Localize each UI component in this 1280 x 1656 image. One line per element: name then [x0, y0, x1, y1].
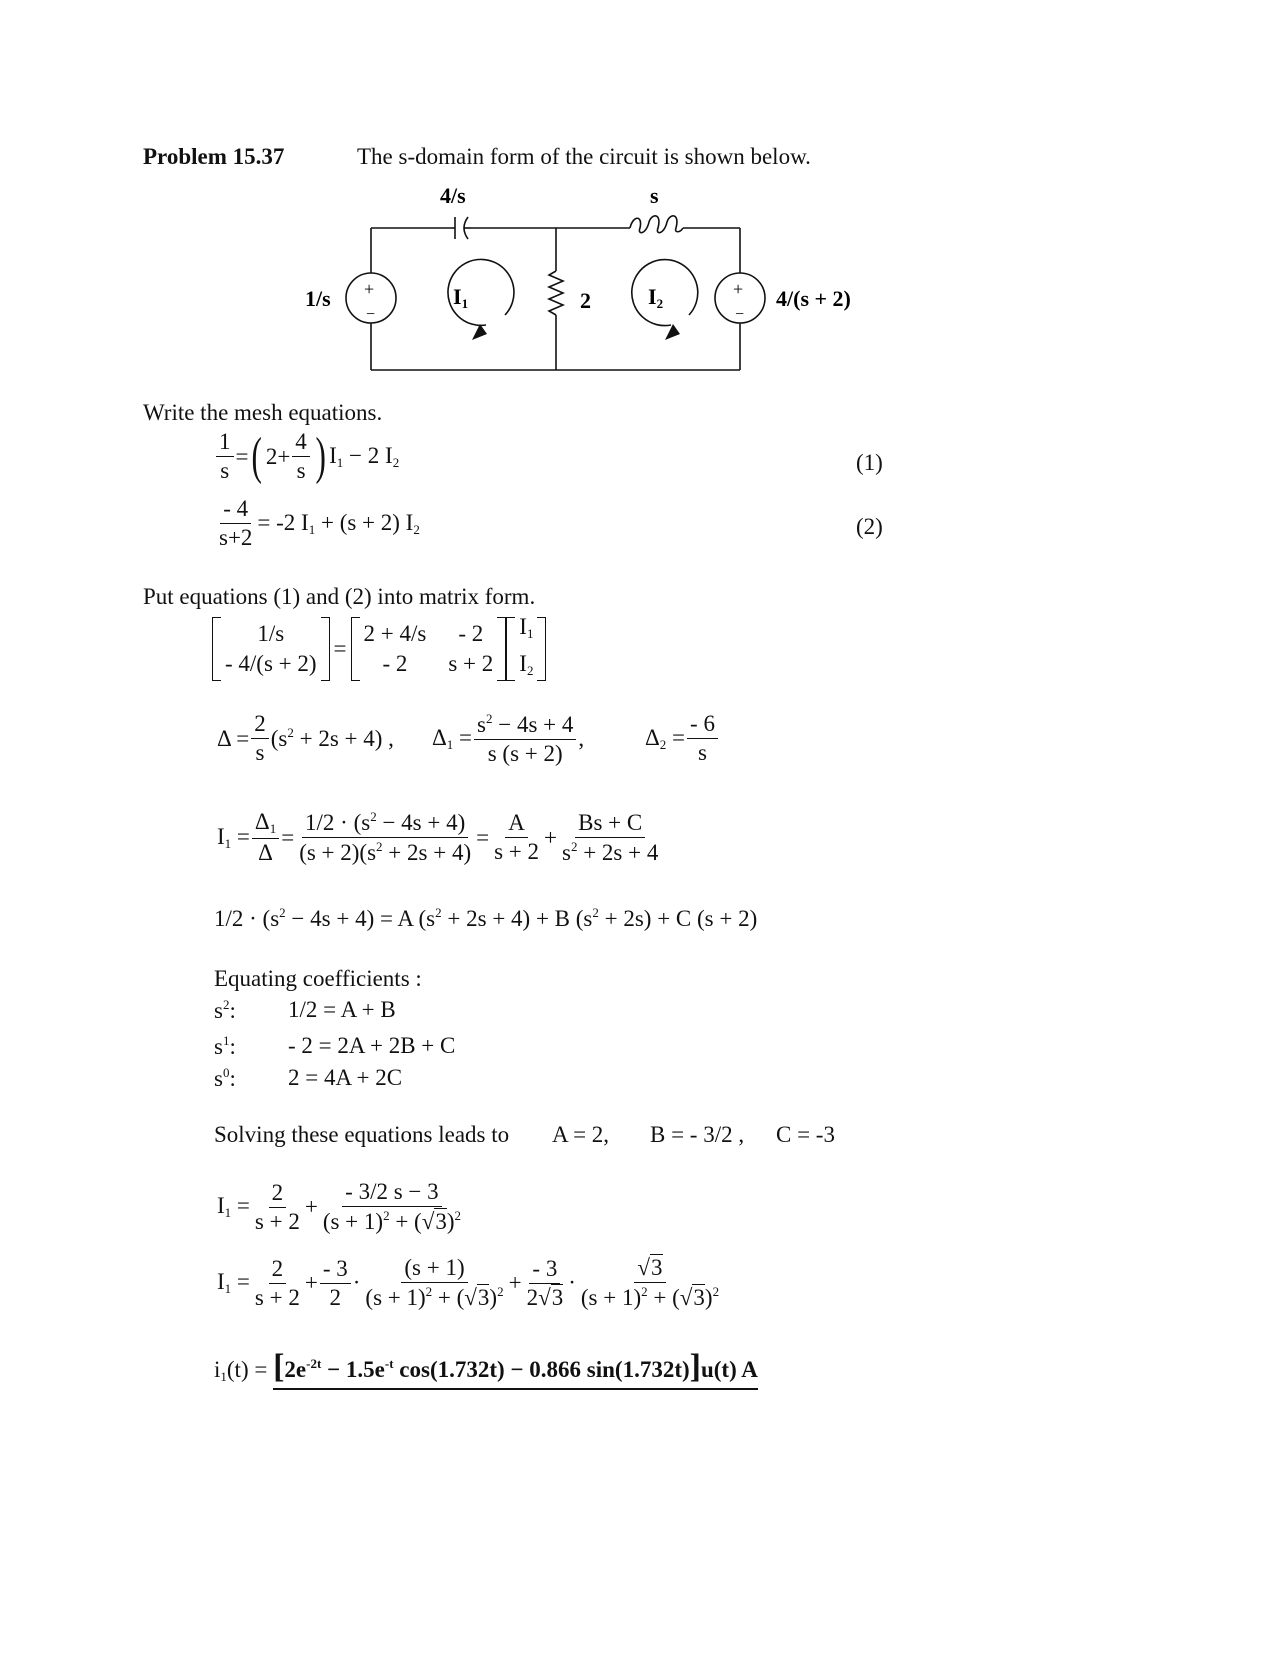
intro-text: The s-domain form of the circuit is shown below. [357, 144, 811, 169]
mesh1-label: I1 [453, 284, 469, 311]
coeff-s0-eq: 2 = 4A + 2C [288, 1065, 403, 1090]
coeff-s1-eq: - 2 = 2A + 2B + C [288, 1033, 456, 1058]
coeff-s0-label: $s^0$: [214, 1065, 236, 1091]
problem-title: Problem 15.37 [143, 144, 285, 169]
mesh-equation-2: $\frac{- 4}{s+2}$ = -2 $I_1 + (s + 2)$ $I_2$ [219, 496, 420, 551]
determinant-delta2: $\Delta_2$ = $\frac{- 6}{s}$ [645, 712, 720, 765]
coefficient-identity: $1/2 \cdot (s^2 - 4s + 4) = A$ $(s^2 + 2s + 4) + B$ $(s^2 + 2s) + C$ (s + 2) [214, 905, 758, 931]
source1-label: 1/s [305, 286, 331, 311]
src2-plus: + [733, 279, 744, 299]
determinant-delta: Δ = $\frac{2}{s}$ $(s^2 + 2s + 4)$ , [217, 711, 394, 766]
eq2-number: (2) [856, 514, 883, 539]
i1-partial-fraction: $I_1$ = $\frac{\Delta_1}{\Delta}$ = $\frac{1/2 \cdot (s^2 - 4s + 4)}{(s + 2)(s^2 + 2s + 4)}$ = $\frac{A}{s + 2}$ + $\frac{Bs + C}{s^2 + 2s + 4}$ [217, 809, 659, 866]
coeff-s2-label: $s^2$: [214, 997, 236, 1023]
mesh-heading: Write the mesh equations. [143, 400, 383, 425]
solution-c: C = -3 [776, 1122, 835, 1147]
circuit-diagram [300, 175, 900, 385]
matrix-equation: 1/s - 4/(s + 2) = 2 + 4/s - 2 - 2 s + 2 $I_1$ $I_2$ [212, 612, 546, 686]
capacitor-label: 4/s [440, 183, 466, 208]
coeff-s1-label: $s^1$: [214, 1033, 236, 1059]
solution-a: A = 2, [552, 1122, 610, 1147]
solving-text: Solving these equations leads to [214, 1122, 510, 1147]
resistor-label: 2 [580, 288, 591, 313]
solution-b: B = - 3/2 , [650, 1122, 745, 1147]
source2-label: 4/(s + 2) [776, 286, 851, 311]
src2-minus: − [735, 306, 745, 323]
coeff-s2-eq: 1/2 = A + B [288, 997, 396, 1022]
src1-minus: − [366, 306, 376, 323]
equating-heading: Equating coefficients : [214, 966, 422, 991]
i1-expression-2: $I_1$ = $\frac{2}{s + 2}$ + $\frac{- 3}{2}$ · $\frac{(s + 1)}{(s + 1)^2 + (√3)^2}$ + $\frac{- 3}{2√3}$ · $\frac{√3}{(s + 1)^2 + (√3)^2}$ [217, 1255, 720, 1311]
eq1-number: (1) [856, 450, 883, 475]
determinant-delta1: $\Delta_1$ = $\frac{s^2 - 4s + 4}{s (s + 2)}$ , [432, 711, 585, 767]
src1-plus: + [364, 279, 375, 299]
mesh2-label: I2 [648, 284, 664, 311]
matrix-heading: Put equations (1) and (2) into matrix form. [143, 584, 536, 609]
inductor-label: s [650, 183, 659, 208]
mesh-equation-1: $\frac{1}{s}$ = ( 2+ $\frac{4}{s}$ ) $I_1 - 2$ $I_2$ [214, 430, 399, 483]
i1-expression-1: $I_1$ = $\frac{2}{s + 2}$ + $\frac{- 3/2 s - 3}{(s + 1)^2 + (√3)^2}$ [217, 1179, 461, 1235]
final-answer: $i_1(t) = [2e^{-2t} - 1.5e^{-t}$ cos(1.732t) − 0.866 sin(1.732t)]u(t) A [214, 1348, 758, 1386]
